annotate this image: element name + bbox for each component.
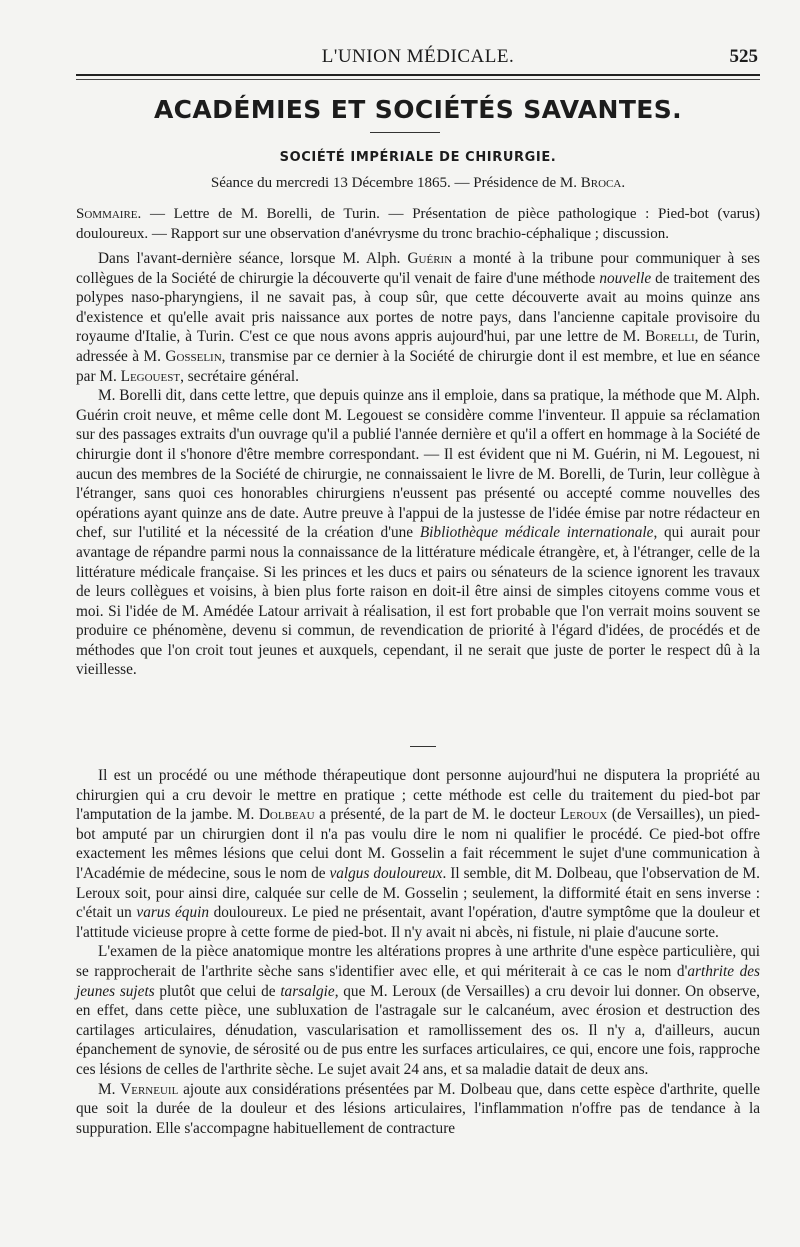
- text: M.: [98, 1080, 121, 1098]
- name-leroux: Leroux: [560, 806, 608, 824]
- name-legouest: Legouest: [120, 367, 181, 385]
- text: , de Turin, adressée à M.: [76, 328, 760, 365]
- paragraph-5: [76, 1080, 760, 1139]
- text: Dans l'avant-dernière séance, lorsque M. Alph.: [98, 250, 408, 267]
- text: L'examen de la pièce anatomique montre les altérations propres à une arthrite d'une espèce particulière, qui se rapprocherait de l'arthrite sèche sans s'identifier avec elle, et qui mériterait à ce cas le nom d': [76, 943, 760, 980]
- text: , secrétaire général.: [180, 367, 299, 385]
- name-gosselin: Gosselin: [165, 347, 222, 365]
- name-verneuil: Verneuil: [120, 1080, 179, 1098]
- text: (de Versailles), un pied-bot amputé par un chirurgien dont il n'a pas voulu dire le nom ni qualifier le procédé. Ce pied-bot offre exactement les mêmes lésions que celui dont M. Gosselin a fait récemment le sujet d'une communication à l'Académie de médecine, sous le nom de: [76, 806, 760, 882]
- emphasis: tarsalgie: [280, 982, 335, 1000]
- text: a présenté, de la part de M. le docteur: [314, 806, 561, 824]
- text: a monté à la tribune pour communiquer à ses collègues de la Société de chirurgie la découverte qu'il venait de faire d'une méthode: [76, 250, 760, 287]
- emphasis: varus équin: [136, 904, 209, 922]
- emphasis: valgus douloureux: [329, 864, 443, 882]
- text: M. Borelli dit, dans cette lettre, que depuis quinze ans il emploie, dans sa pratique, la méthode que M. Alph. Guérin croit neuve, et même celle dont M. Legouest se considère comme l'inventeur. Il appuie sa réclamation sur des passages extraits d'un ouvrage qu'il a publié l'année dernière et qu'il a offert en hommage à la Société de chirurgie dont il s'honore d'être membre correspondant. — Il est évident que ni M. Guérin, ni M. Legouest, ni aucun des membres de la Société de chirurgie, ne connaissaient le livre de M. Borelli, de Turin, leur collègue à l'étranger, sans quoi ces honorables chirurgiens n'eussent pas présenté ou accepté comme nouvelles des opérations ayant quinze ans de date. Autre preuve à l'appui de la justesse de l'idée émise par notre rédacteur en chef, sur l'utilité et la nécessité de la création d'une: [76, 387, 760, 542]
- header-rule-thick: [76, 74, 760, 76]
- name-dolbeau: Dolbeau: [258, 806, 315, 824]
- summary-label: Sommaire: [76, 206, 138, 222]
- article-body-2: [76, 766, 760, 1138]
- emphasis: arthrite des jeunes sujets: [76, 962, 760, 1000]
- emphasis: Bibliothèque médicale internationale: [419, 524, 654, 542]
- text: , transmise par ce dernier à la Société de chirurgie dont il est membre, et lue en séance par M.: [76, 347, 761, 385]
- summary-text: . — Lettre de M. Borelli, de Turin. — Présentation de pièce pathologique : Pied-bot (varus) douloureux. — Rapport sur une observation d'anévrysme du tronc brachio-céphalique ; discussion.: [76, 206, 760, 242]
- meeting-president: Broca: [580, 175, 622, 191]
- meeting-end: .: [621, 175, 626, 191]
- running-title: L'UNION MÉDICALE.: [321, 46, 515, 67]
- paragraph-2: [76, 386, 760, 680]
- name-guerin: Guérin: [407, 250, 453, 267]
- name-borelli: Borelli: [645, 328, 695, 346]
- page-number: 525: [729, 46, 758, 67]
- text: douloureux. Le pied ne présentait, avant l'opération, d'autre symptôme que la douleur et l'attitude vicieuse propre à cette forme de pied-bot. Il n'y avait ni abcès, ni fistule, ni plaie d'aucune sorte.: [76, 904, 760, 941]
- text: de traitement des polypes naso-pharyngiens, il ne savait pas, à coup sûr, que cette découverte avait au moins quinze ans d'existence et qu'elle avait pris naissance aux portes de notre pays, dans l'ancienne capitale provisoire du royaume d'Italie, à Turin. C'est ce que nous avons appris aujourd'hui, par une lettre de M.: [76, 269, 760, 346]
- text: , qui aurait pour avantage de répandre parmi nous la connaissance de la littérature médicale étrangère, et, à l'étranger, celle de la littérature médicale française. Si les princes et les ducs et pairs ou sénateurs de la science ignorent les travaux de leurs collègues et voisins, à bien plus forte raison en doit-il être ainsi de simples citoyens comme vous et moi. Si l'idée de M. Amédée Latour arrivait à réalisation, il est fort probable que l'on verrait moins souvent se produire ce phénomène, devenu si commun, de revendication de priorité à l'égard d'idées, de procédés et de méthodes que l'on croit tout jeunes et auxquels, cependant, il ne serait que juste de porter le respect dû à la vieillesse.: [76, 524, 760, 679]
- meeting-date: Séance du mercredi 13 Décembre 1865. — Présidence de M.: [210, 175, 581, 191]
- text: . Il semble, dit M. Dolbeau, que l'observation de M. Leroux soit, pour ainsi dire, calquée sur celle de M. Gosselin ; seulement, la difformité était en sens inverse : c'était un: [76, 864, 760, 922]
- paragraph-4: [76, 942, 760, 1079]
- text: ajoute aux considérations présentées par M. Dolbeau que, dans cette espèce d'arthrite, quelle que soit la durée de la douleur et des lésions articulaires, l'inflammation n'offre pas de tendance à la suppuration. Elle s'accompagne habituellement de contracture: [76, 1080, 760, 1137]
- heading-divider: [370, 132, 440, 133]
- text: , que M. Leroux (de Versailles) a cru devoir lui donner. On observe, en effet, dans cette pièce, une subluxation de l'astragale sur le calcanéum, avec érosion et destruction des cartilages articulaires, dénudation, vascularisation et ramollissement des os. Il n'y a, d'ailleurs, aucun épanchement de synovie, de sérosité ou de pus entre les surfaces articulaires, ce qui, encore une fois, rapproche ces lésions de celles de l'arthrite sèche. Le sujet avait 24 ans, et sa maladie datait de deux ans.: [76, 982, 760, 1078]
- section-separator: [410, 746, 436, 747]
- text: plutôt que celui de: [154, 982, 281, 1000]
- paragraph-1: [76, 249, 760, 386]
- section-heading: ACADÉMIES ET SOCIÉTÉS SAVANTES.: [153, 95, 683, 124]
- article-body-1: [76, 249, 760, 680]
- header-rule-thin: [76, 79, 760, 80]
- paragraph-3: [76, 766, 760, 942]
- society-subheading: SOCIÉTÉ IMPÉRIALE DE CHIRURGIE.: [279, 150, 557, 165]
- emphasis: nouvelle: [599, 269, 652, 287]
- summary: [76, 204, 760, 244]
- meeting-line: [76, 175, 760, 192]
- text: Il est un procédé ou une méthode thérapeutique dont personne aujourd'hui ne disputera la propriété au chirurgien qui a cru devoir le mettre en pratique ; cette méthode est celle du traitement du pied-bot par l'amputation de la jambe. M.: [76, 767, 760, 824]
- running-head: [76, 42, 760, 72]
